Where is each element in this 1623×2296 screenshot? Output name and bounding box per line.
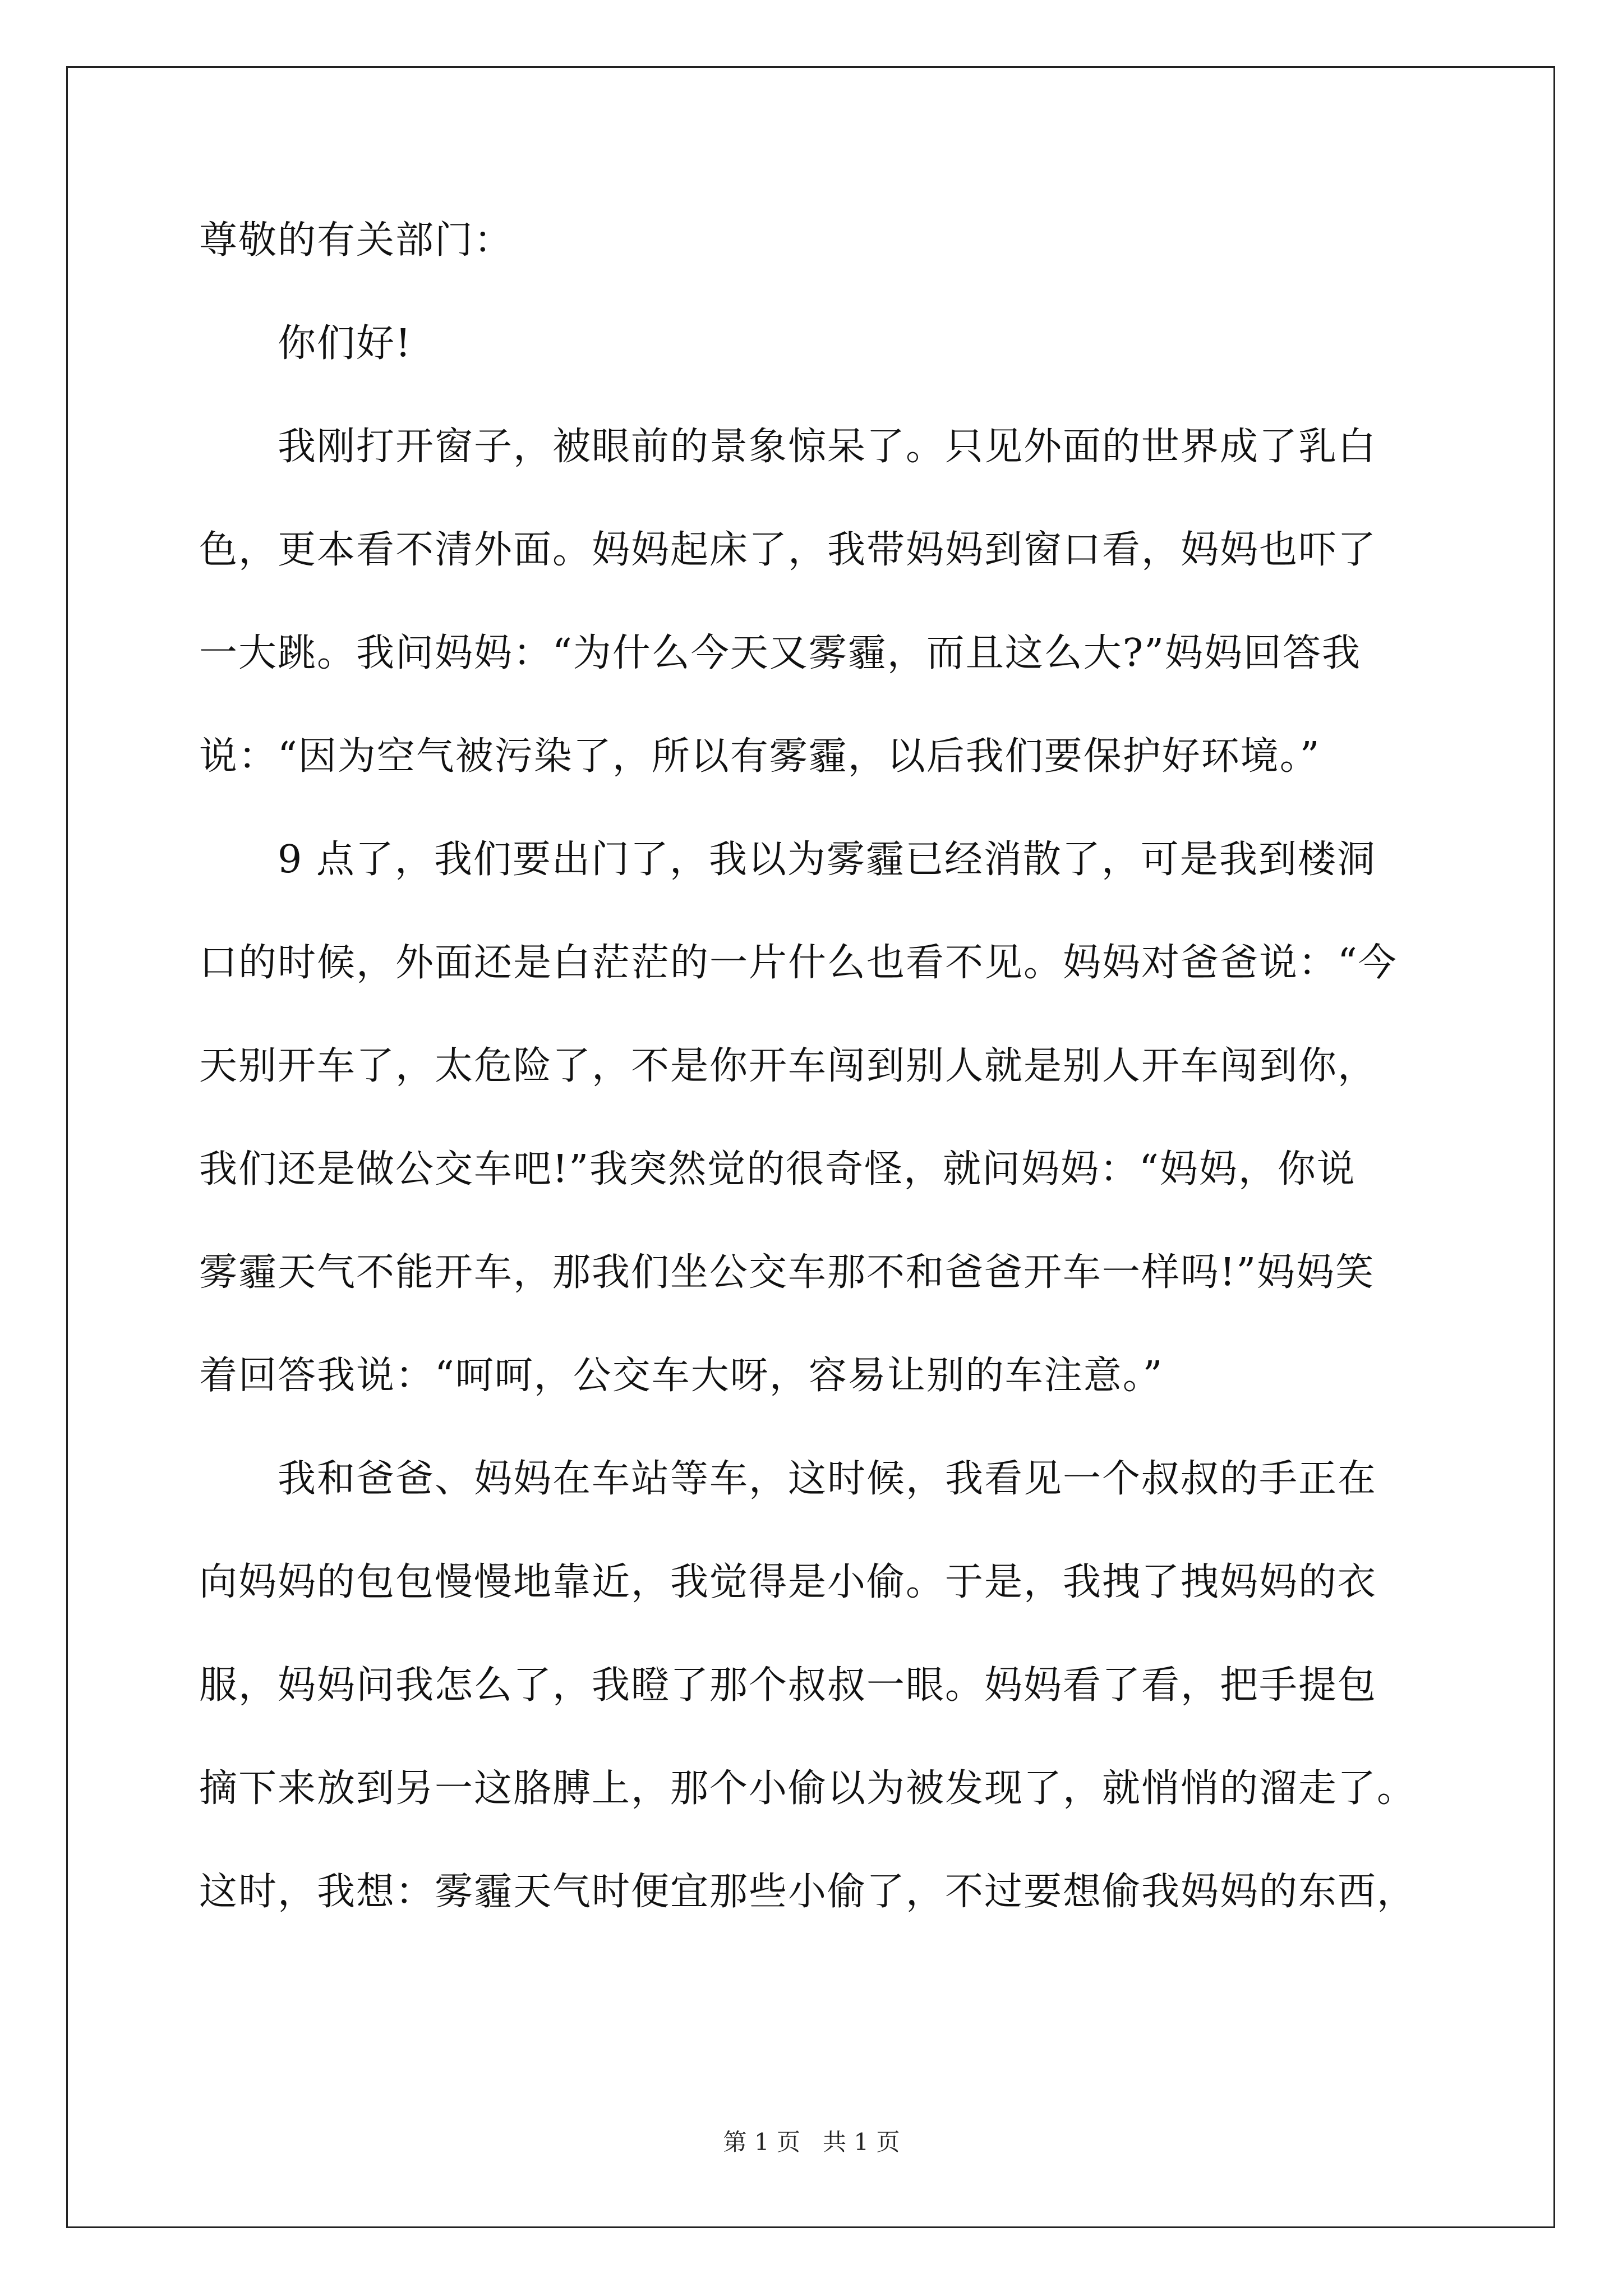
text-line: 一大跳。我问妈妈：“为什么今天又雾霾，而且这么大?”妈妈回答我 (199, 631, 1361, 675)
text-line: 我和爸爸、妈妈在车站等车，这时候，我看见一个叔叔的手正在 (278, 1457, 1377, 1501)
text-line: 摘下来放到另一这胳膊上，那个小偷以为被发现了，就悄悄的溜走了。 (199, 1766, 1417, 1811)
text-line: 说：“因为空气被污染了，所以有雾霾，以后我们要保护好环境。” (199, 734, 1321, 779)
text-line: 我刚打开窗子，被眼前的景象惊呆了。只见外面的世界成了乳白 (278, 425, 1377, 469)
text-line: 你们好! (278, 321, 412, 366)
text-line: 我们还是做公交车吧!”我突然觉的很奇怪，就问妈妈：“妈妈，你说 (199, 1147, 1356, 1191)
page-total: 共 1 页 (823, 2128, 900, 2156)
document-body (199, 218, 1438, 1976)
text-line: 9 点了，我们要出门了，我以为雾霾已经消散了，可是我到楼洞 (278, 838, 1376, 882)
text-line: 着回答我说：“呵呵，公交车大呀，容易让别的车注意。” (199, 1354, 1164, 1398)
salutation: 尊敬的有关部门： (199, 218, 514, 263)
text-line: 天别开车了，太危险了，不是你开车闯到别人就是别人开车闯到你， (199, 1044, 1377, 1088)
page-number: 第 1 页 (723, 2128, 800, 2156)
text-line: 雾霾天气不能开车，那我们坐公交车那不和爸爸开车一样吗!”妈妈笑 (199, 1250, 1375, 1295)
text-line: 向妈妈的包包慢慢地靠近，我觉得是小偷。于是，我拽了拽妈妈的衣 (199, 1560, 1377, 1604)
text-line: 色，更本看不清外面。妈妈起床了，我带妈妈到窗口看，妈妈也吓了 (199, 528, 1377, 572)
paragraph-lines (199, 321, 1438, 1914)
text-line: 服，妈妈问我怎么了，我瞪了那个叔叔一眼。妈妈看了看，把手提包 (199, 1663, 1377, 1708)
text-line: 口的时候，外面还是白茫茫的一片什么也看不见。妈妈对爸爸说：“今 (199, 941, 1398, 985)
page-footer (0, 2128, 1623, 2156)
text-line: 这时，我想：雾霾天气时便宜那些小偷了，不过要想偷我妈妈的东西， (199, 1870, 1417, 1914)
